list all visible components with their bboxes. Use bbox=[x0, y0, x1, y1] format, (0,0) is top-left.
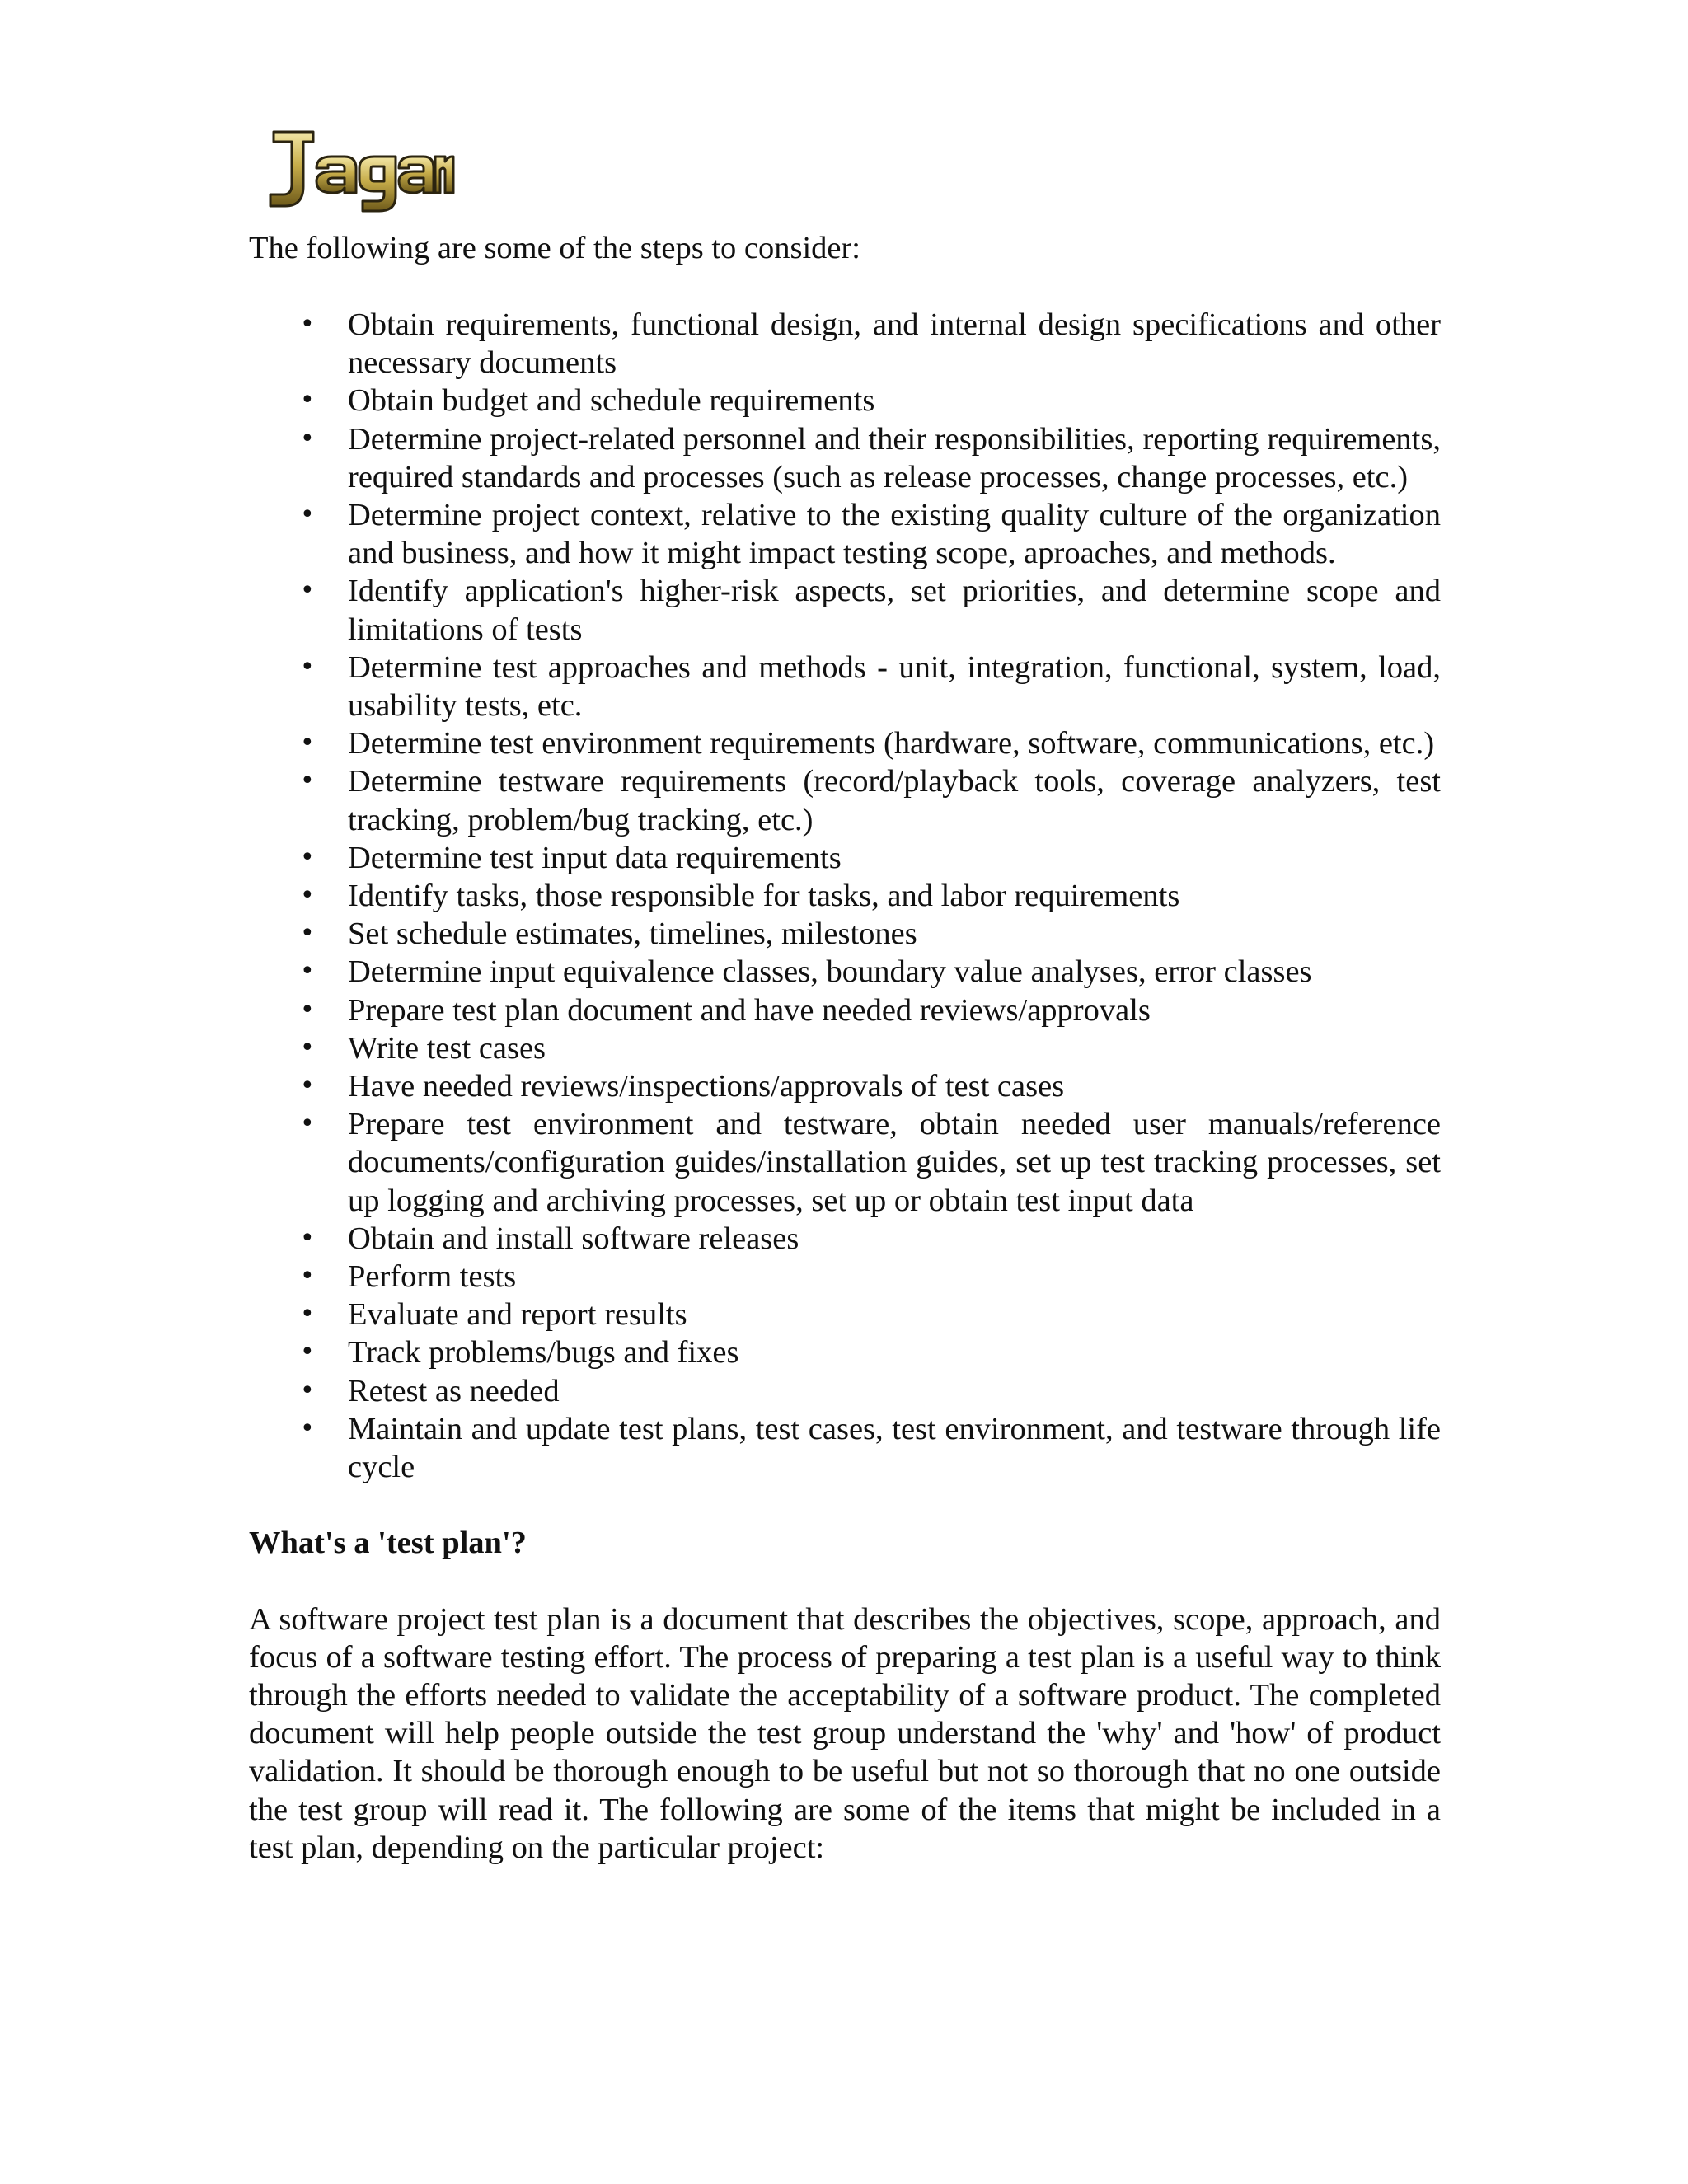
jagan-logo bbox=[262, 125, 457, 216]
list-item-text: Determine input equivalence classes, boundary value analyses, error classes bbox=[348, 954, 1312, 990]
bullet-icon: • bbox=[300, 1262, 315, 1291]
list-item bbox=[249, 953, 1441, 991]
list-item bbox=[249, 382, 1441, 419]
bullet-icon: • bbox=[300, 1376, 315, 1405]
list-item bbox=[249, 649, 1441, 724]
list-item bbox=[249, 572, 1441, 648]
list-item bbox=[249, 991, 1441, 1029]
list-item bbox=[249, 420, 1441, 496]
list-item bbox=[249, 839, 1441, 877]
list-item-text: Identify tasks, those responsible for tasks, and labor requirements bbox=[348, 879, 1180, 914]
list-item bbox=[249, 306, 1441, 382]
list-item-text: Track problems/bugs and fixes bbox=[348, 1335, 739, 1371]
list-item bbox=[249, 1105, 1441, 1220]
list-item bbox=[249, 1333, 1441, 1371]
list-item bbox=[249, 1258, 1441, 1296]
list-item-text: Have needed reviews/inspections/approvals of test cases bbox=[348, 1069, 1065, 1104]
list-item bbox=[249, 1372, 1441, 1410]
bullet-icon: • bbox=[300, 919, 315, 949]
bullet-icon: • bbox=[300, 1109, 315, 1139]
list-item-text: Determine project-related personnel and their responsibilities, reporting requirements, required standards and processes (such as release processes, change processes, etc.) bbox=[348, 421, 1441, 494]
bullet-icon: • bbox=[300, 1413, 315, 1443]
list-item bbox=[249, 1296, 1441, 1333]
bullet-icon: • bbox=[300, 500, 315, 530]
bullet-icon: • bbox=[300, 1033, 315, 1062]
intro-text: The following are some of the steps to consider: bbox=[249, 231, 861, 265]
list-item-text: Prepare test plan document and have needed reviews/approvals bbox=[348, 992, 1151, 1028]
list-item-text: Evaluate and report results bbox=[348, 1297, 687, 1333]
document-body bbox=[249, 229, 1441, 1867]
steps-list bbox=[249, 306, 1441, 1486]
bullet-icon: • bbox=[300, 995, 315, 1024]
list-item-text: Determine test input data requirements bbox=[348, 840, 842, 875]
bullet-icon: • bbox=[300, 766, 315, 796]
bullet-icon: • bbox=[300, 842, 315, 872]
list-item-text: Determine project context, relative to the existing quality culture of the organization and business, and how it might impact testing scope, aproaches, and methods. bbox=[348, 498, 1441, 571]
bullet-icon: • bbox=[300, 652, 315, 682]
list-item bbox=[249, 1067, 1441, 1105]
list-item-text: Obtain budget and schedule requirements bbox=[348, 383, 875, 419]
bullet-icon: • bbox=[300, 729, 315, 758]
list-item bbox=[249, 724, 1441, 762]
bullet-icon: • bbox=[300, 957, 315, 987]
list-item-text: Prepare test environment and testware, obtain needed user manuals/reference documents/configuration guides/installation guides, set up test tracking processes, set up logging and archiving processes, set up or obtain test input data bbox=[348, 1107, 1441, 1218]
bullet-icon: • bbox=[300, 1223, 315, 1253]
bullet-icon: • bbox=[300, 1300, 315, 1329]
bullet-icon: • bbox=[300, 386, 315, 415]
list-item bbox=[249, 762, 1441, 838]
section-paragraph: A software project test plan is a document that describes the objectives, scope, approach, and focus of a software testing effort. The process of preparing a test plan is a useful way to think through the efforts needed to validate the acceptability of a software product. The completed document will help people outside the test group understand the 'why' and 'how' of product validation. It should be thorough enough to be useful but not so thorough that no one outside the test group will read it. The following are some of the items that might be included in a test plan, depending on the particular project: bbox=[249, 1601, 1441, 1865]
list-item-text: Set schedule estimates, timelines, milestones bbox=[348, 916, 917, 952]
list-item-text: Obtain requirements, functional design, and internal design specifications and other necessary documents bbox=[348, 307, 1441, 381]
bullet-icon: • bbox=[300, 424, 315, 453]
list-item bbox=[249, 1410, 1441, 1486]
list-item-text: Obtain and install software releases bbox=[348, 1221, 799, 1256]
list-item bbox=[249, 915, 1441, 953]
list-item-text: Retest as needed bbox=[348, 1373, 560, 1408]
list-item-text: Determine test approaches and methods - unit, integration, functional, system, load, usability tests, etc. bbox=[348, 649, 1441, 724]
bullet-icon: • bbox=[300, 1338, 315, 1367]
list-item-text: Determine test environment requirements (hardware, software, communications, etc.) bbox=[348, 726, 1435, 762]
list-item-text: Write test cases bbox=[348, 1030, 546, 1066]
list-item bbox=[249, 1220, 1441, 1258]
list-item-text: Maintain and update test plans, test cases, test environment, and testware through life cycle bbox=[348, 1411, 1441, 1485]
list-item-text: Determine testware requirements (record/playback tools, coverage analyzers, test tracking, problem/bug tracking, etc.) bbox=[348, 764, 1441, 837]
list-item bbox=[249, 496, 1441, 572]
bullet-icon: • bbox=[300, 576, 315, 606]
bullet-icon: • bbox=[300, 881, 315, 911]
list-item-text: Identify application's higher-risk aspects, set priorities, and determine scope and limitations of tests bbox=[348, 574, 1441, 647]
bullet-icon: • bbox=[300, 310, 315, 339]
list-item-text: Perform tests bbox=[348, 1259, 517, 1295]
section-heading: What's a 'test plan'? bbox=[249, 1526, 527, 1561]
bullet-icon: • bbox=[300, 1071, 315, 1101]
list-item bbox=[249, 1029, 1441, 1067]
list-item bbox=[249, 877, 1441, 915]
